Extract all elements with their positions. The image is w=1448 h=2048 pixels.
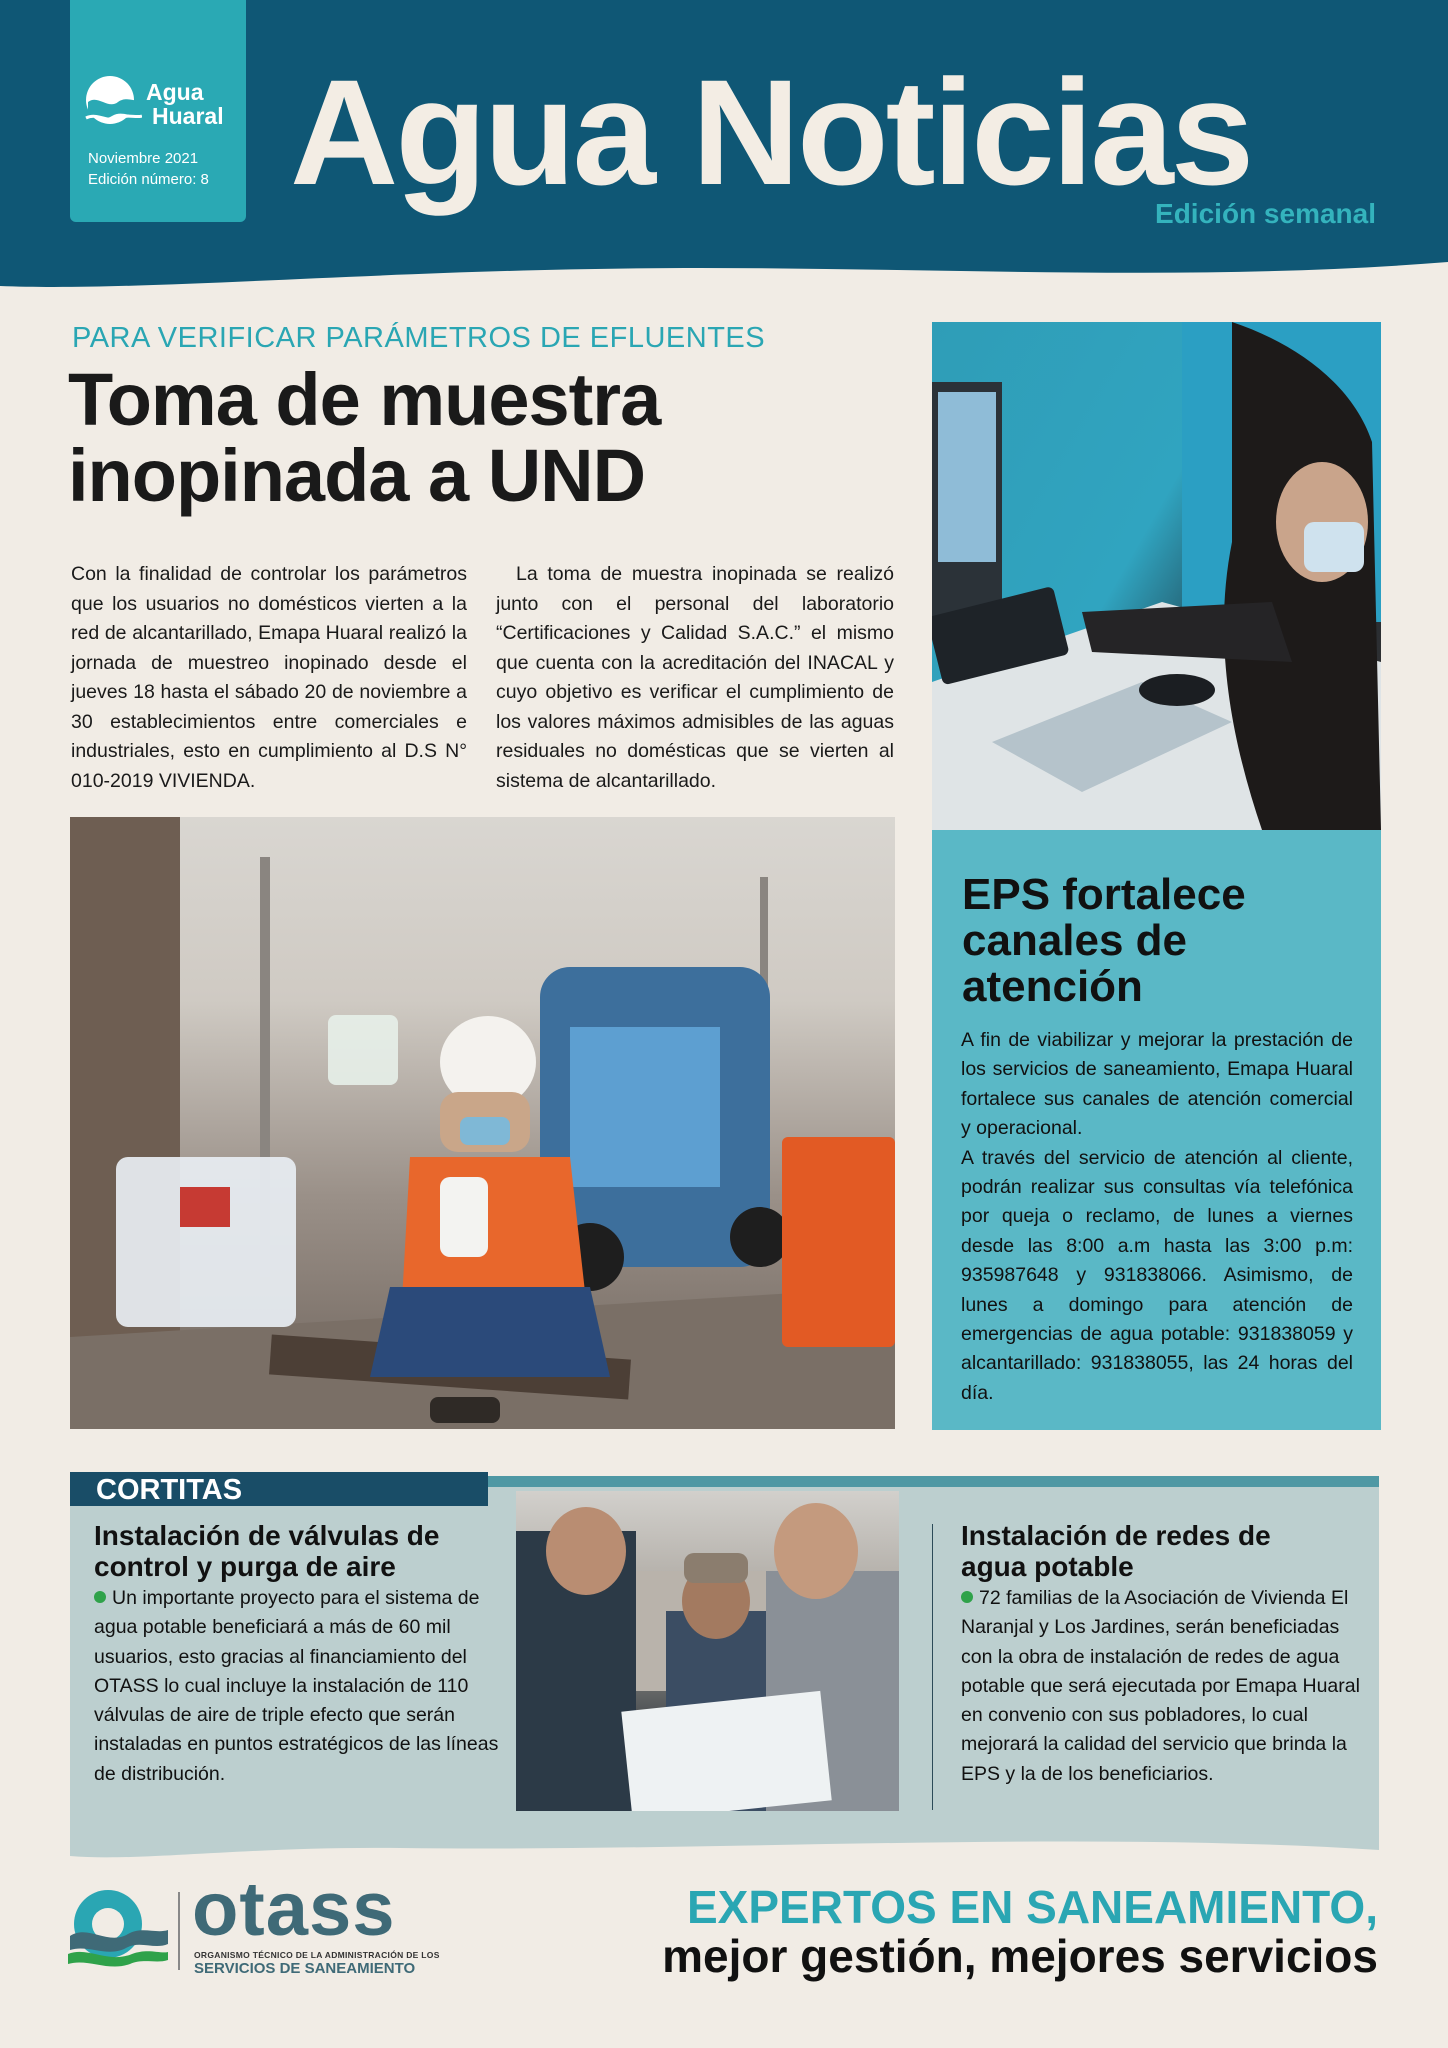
brand-name-line1: Agua <box>146 79 204 105</box>
otass-separator <box>178 1892 180 1970</box>
bullet-dot-icon <box>94 1591 106 1603</box>
article-headline <box>68 358 918 517</box>
otass-wordmark: otass <box>192 1867 396 1952</box>
photo-worker-sampling <box>70 817 895 1429</box>
otass-logo-icon <box>68 1888 168 1968</box>
otass-subtitle-line1: ORGANISMO TÉCNICO DE LA ADMINISTRACIÓN DE LOS <box>194 1950 440 1960</box>
cortitas-label: CORTITAS <box>96 1474 243 1506</box>
cortita-1-body: Un importante proyecto para el sistema de agua potable beneficiará a más de 60 mil usuarios, esto gracias al financiamiento del OTASS lo cual incluye la instalación de 110 válvulas de aire de triple efecto que serán instaladas en puntos estratégicos de las líneas de distribución. <box>94 1587 499 1785</box>
otass-subtitle-line2: SERVICIOS DE SANEAMIENTO <box>194 1960 416 1977</box>
photo-customer-service-office <box>932 322 1381 830</box>
eps-paragraph-1: A fin de viabilizar y mejorar la prestación de los servicios de saneamiento, Emapa Huaral fortalece sus canales de atención comercial y operacional. <box>961 1029 1353 1140</box>
cortita-2-title-line1: Instalación de redes de <box>961 1520 1271 1551</box>
eps-paragraph-2: A través del servicio de atención al cliente, podrán realizar sus consultas vía telefónica por queja o reclamo, de lunes a viernes desde las 8:00 a.m hasta las 3:00 p.m: 935987648 y 931838066. Asimismo, de lunes a domingo para atención de emergencias de agua potable: 931838059 y alcantarillado: 931838055, las 24 horas del día. <box>961 1146 1353 1404</box>
edition-date: Noviembre 2021 <box>88 150 199 167</box>
eps-title-line1: EPS fortalece <box>962 870 1246 919</box>
photo-worker-sampling-illustration <box>70 817 895 1429</box>
cortita-1-body-block <box>94 1584 504 1789</box>
cortita-2-title-line2: agua potable <box>961 1551 1134 1582</box>
article-kicker: PARA VERIFICAR PARÁMETROS DE EFLUENTES <box>72 322 766 354</box>
eps-article-body <box>961 1026 1353 1408</box>
brand-name-line2: Huaral <box>152 103 224 129</box>
headline-line1: Toma de muestra <box>68 358 661 441</box>
cortita-1-title-line2: control y purga de aire <box>94 1551 396 1582</box>
eps-title-line3: atención <box>962 962 1143 1011</box>
slogan-line1: EXPERTOS EN SANEAMIENTO, <box>687 1881 1378 1933</box>
slogan-line2: mejor gestión, mejores servicios <box>662 1930 1378 1982</box>
agua-huaral-logo-icon <box>82 74 142 130</box>
article-paragraph-2: La toma de muestra inopinada se realizó junto con el personal del laboratorio “Certificaciones y Calidad S.A.C.” el mismo que cuenta con la acreditación del INACAL y cuyo objetivo es verificar el cumplimiento de los valores máximos admisibles de las aguas residuales no domésticas que se vierten al sistema de alcantarillado. <box>496 563 894 792</box>
cortita-2-body: 72 familias de la Asociación de Vivienda El Naranjal y Los Jardines, serán beneficiadas con la obra de instalación de redes de agua potable que será ejecutada por Emapa Huaral en convenio con sus pobladores, lo cual mejorará la calidad del servicio que brinda la EPS y la de los beneficiarios. <box>961 1587 1360 1785</box>
headline-line2: inopinada a UND <box>68 434 646 517</box>
cortita-1-title <box>94 1520 504 1582</box>
cortita-2-body-block <box>961 1584 1365 1789</box>
photo-field-team <box>516 1491 899 1811</box>
photo-field-team-illustration <box>516 1491 899 1811</box>
bullet-dot-icon <box>961 1591 973 1603</box>
masthead-title: Agua Noticias <box>290 48 1252 216</box>
eps-title-line2: canales de <box>962 916 1188 965</box>
cortita-1-title-line1: Instalación de válvulas de <box>94 1520 440 1551</box>
article-paragraph-1: Con la finalidad de controlar los parámetros que los usuarios no domésticos vierten a la red de alcantarillado, Emapa Huaral realizó la jornada de muestreo inopinado desde el jueves 18 hasta el sábado 20 de noviembre a 30 establecimientos entre comerciales e industriales, esto en cumplimiento al D.S N° 010-2019 VIVIENDA. <box>71 563 467 792</box>
eps-article-title <box>962 872 1362 1010</box>
photo-office-illustration <box>932 322 1381 830</box>
masthead-subtitle: Edición semanal <box>1155 198 1376 229</box>
edition-number: Edición número: 8 <box>88 171 209 188</box>
edition-info <box>88 148 209 190</box>
cortitas-divider <box>932 1524 933 1810</box>
cortita-2-title <box>961 1520 1361 1582</box>
